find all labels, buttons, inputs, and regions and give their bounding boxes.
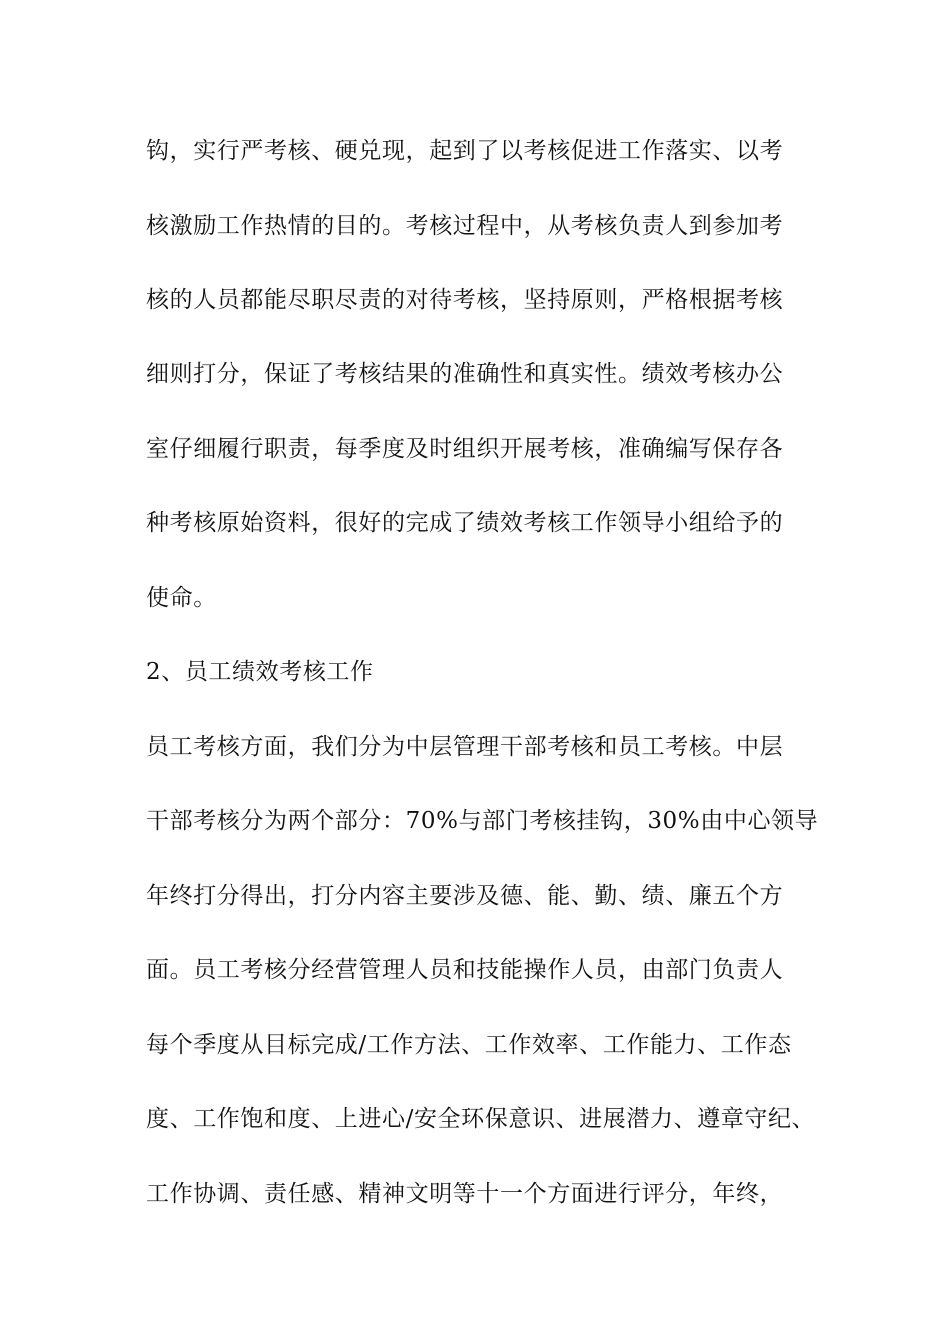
paragraph-line: 室仔细履行职责，每季度及时组织开展考核，准确编写保存各	[146, 436, 784, 462]
paragraph-line: 工作协调、责任感、精神文明等十一个方面进行评分，年终，	[146, 1181, 784, 1207]
paragraph-line: 使命。	[146, 585, 217, 611]
section-heading: 2、员工绩效考核工作	[146, 659, 374, 685]
paragraph-line: 面。员工考核分经营管理人员和技能操作人员，由部门负责人	[146, 957, 784, 983]
paragraph-line: 核的人员都能尽职尽责的对待考核，坚持原则，严格根据考核	[146, 287, 784, 313]
paragraph-line: 钩，实行严考核、硬兑现，起到了以考核促进工作落实、以考	[146, 138, 784, 164]
paragraph-line: 每个季度从目标完成/工作方法、工作效率、工作能力、工作态	[146, 1032, 792, 1058]
paragraph-line: 员工考核方面，我们分为中层管理干部考核和员工考核。中层	[146, 734, 784, 760]
paragraph-line: 年终打分得出，打分内容主要涉及德、能、勤、绩、廉五个方	[146, 883, 784, 909]
paragraph-line: 干部考核分为两个部分：70%与部门考核挂钩，30%由中心领导	[146, 808, 819, 834]
paragraph-line: 细则打分，保证了考核结果的准确性和真实性。绩效考核办公	[146, 361, 784, 387]
paragraph-line: 核激励工作热情的目的。考核过程中，从考核负责人到参加考	[146, 213, 784, 239]
paragraph-line: 种考核原始资料，很好的完成了绩效考核工作领导小组给予的	[146, 510, 784, 536]
paragraph-line: 度、工作饱和度、上进心/安全环保意识、进展潜力、遵章守纪、	[146, 1106, 816, 1132]
